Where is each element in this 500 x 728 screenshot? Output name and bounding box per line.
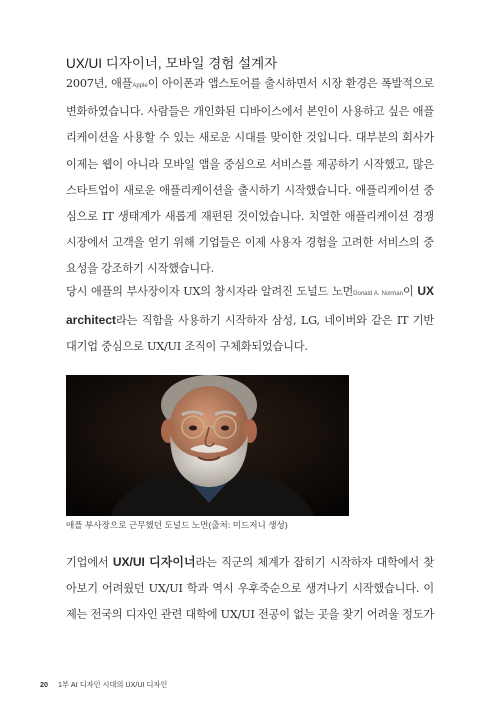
paragraph-designer-text-b: 라는 직군의 체계가 잡히기 시작하자 대학에서 찾아보기 어려웠던 UX/UI 학과 역시 우후죽순으로 생겨나기 시작했습니다. 이제는 전국의 디자인 관련 대학에 UX/UI 전공이 없는 곳을 찾기 어려울 정도가 (66, 556, 434, 622)
portrait-photo (66, 375, 349, 516)
paragraph-intro-text-b: 이 아이폰과 앱스토어를 출시하면서 시장 환경은 폭발적으로 변화하였습니다. 사람들은 개인화된 디바이스에서 본인이 사용하고 싶은 애플리케이션을 사용할 수 있는 새로운 시대를 맞이한 것입니다. 대부분의 회사가 이제는 웹이 아니라 모바일 앱을 중심으로 서비스를 제공하기 시작했고, 많은 스타트업이 새로운 애플리케이션을 출시하기 시작했습니다. 애플리케이션 중심으로 IT 생태계가 새롭게 재편된 것이었습니다. 치열한 애플리케이션 경쟁 시장에서 고객을 얻기 위해 기업들은 이제 사용자 경험을 고려한 서비스의 중요성을 강조하기 시작했습니다. (66, 77, 434, 276)
paragraph-designer-text-a: 기업에서 (66, 556, 113, 569)
norman-annotation: Donald A. Norman (353, 291, 403, 297)
apple-annotation: Apple (132, 83, 148, 89)
paragraph-intro (66, 71, 434, 283)
paragraph-norman-text-a: 당시 애플의 부사장이자 UX의 창시자라 알려진 도널드 노먼 (66, 285, 354, 298)
paragraph-norman-text-c: 라는 직함을 사용하기 시작하자 삼성, LG, 네이버와 같은 IT 기반 대기업 중심으로 UX/UI 조직이 구체화되었습니다. (66, 314, 434, 354)
section-heading: UX/UI 디자이너, 모바일 경험 설계자 (66, 56, 278, 71)
paragraph-intro-text-a: 2007년, 애플 (66, 77, 133, 90)
paragraph-designer (66, 549, 434, 629)
photo-caption: 애플 부사장으로 근무했던 도널드 노먼(출처: 미드저니 생성) (66, 520, 288, 530)
paragraph-norman-text-b: 이 (402, 285, 418, 298)
ux-ui-designer-term: UX/UI 디자이너 (112, 555, 196, 569)
page-number: 20 (40, 680, 48, 689)
running-title: 1부 AI 디자인 시대의 UX/UI 디자인 (58, 680, 168, 689)
ux-architect-term: UX architect (66, 284, 435, 328)
paragraph-norman (66, 278, 434, 361)
page-footer (40, 680, 167, 690)
